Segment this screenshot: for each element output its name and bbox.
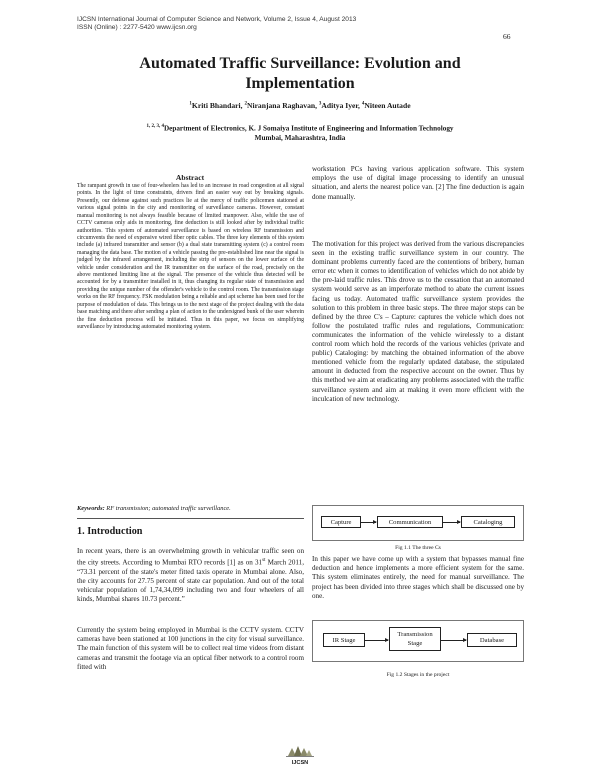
author-name: Niteen Autade xyxy=(364,101,411,110)
figure-2-caption: Fig 1.2 Stages in the project xyxy=(386,672,450,678)
introduction-heading: 1. Introduction xyxy=(77,526,143,537)
arrow-transmission-to-database xyxy=(441,640,466,641)
journal-header-line1: IJCSN International Journal of Computer Science and Network, Volume 2, Issue 4, August 2013 xyxy=(77,16,357,23)
figure-1-diagram xyxy=(312,505,524,541)
author-sup: 2 xyxy=(244,101,247,107)
cataloging-box: Cataloging xyxy=(461,516,515,528)
right-column-para1: workstation PCs having various application software. This system employs the use of digital image processing to identify an unusual situation, and alerts the nearest police van. [2] The fine deduction is again done manually. xyxy=(312,165,524,201)
abstract-heading: Abstract xyxy=(175,173,205,182)
arrow-capture-to-communication xyxy=(361,522,376,523)
transmission-stage-box: Transmission Stage xyxy=(389,627,441,651)
title-line1: Automated Traffic Surveillance: Evolution and xyxy=(139,55,461,72)
title-line2: Implementation xyxy=(245,75,355,92)
author-name: Kriti Bhandari, xyxy=(191,101,243,110)
arrow-communication-to-cataloging xyxy=(443,522,460,523)
author-name: Aditya Iyer, xyxy=(321,101,360,110)
capture-box: Capture xyxy=(321,516,361,528)
affiliation-sup: 1, 2, 3, 4 xyxy=(146,124,164,129)
author-list xyxy=(60,101,540,110)
journal-logo-icon xyxy=(285,744,315,758)
ir-stage-box: IR Stage xyxy=(323,633,365,647)
introduction-para2: Currently the system being employed in Mumbai is the CCTV system. CCTV cameras have been stationed at 100 junctions in the city for visual surveillance. The main function of this system will be to collect real time videos from distant cameras and transmit the footage via an optical fiber network to a control room fitted with xyxy=(77,626,304,671)
right-column-para3: In this paper we have come up with a system that bypasses manual fine deduction and hence implements a more efficient system for the same. This system eliminates entirely, the need for manual surveillance. The project has been divided into three stages which shall be discussed one by one. xyxy=(312,555,524,600)
para1-text-b: March 2011, “73.31 percent of the state's meter fitted taxis operate in Mumbai alone. Also, the city accounts for 27.75 percent of state car population. And out of the total vehicular population of 1,74,34,099 including two and four wheelers of all kinds, Mumbai shares 10.73 percent.” xyxy=(77,558,304,604)
figure-2-diagram xyxy=(312,620,524,662)
figure-1-caption: Fig 1.1 The three Cs xyxy=(395,545,441,551)
keywords-text: RF transmission; automated traffic surveillance. xyxy=(104,505,231,512)
page-number: 66 xyxy=(503,32,511,41)
keywords-label: Keywords: xyxy=(77,505,105,512)
affiliation-line2: Mumbai, Maharashtra, India xyxy=(254,134,346,143)
abstract-text: The rampant growth in use of four-wheelers has led to an increase in road congestion at all signal points. In the light of time constraints, drivers find an easier way out by breaking signals. Presently, our defense against such practices lie at the mercy of traffic policemen stationed at various signal points in the city and monitoring of surveillance cameras. However, constant manual monitoring is not always feasible because of limited manpower. Also, while the use of CCTV cameras only aids in monitoring, fine deduction is still looked after by individual traffic authorities. This system of automated surveillance is based on wireless RF transmission and circumvents the need of expensive wired fiber optic cables. The three key elements of this system include (a) infrared transmitter and sensor (b) a dual state transmitting system (c) a control room managing the data base. The motion of a vehicle passing the pre-established line near the signal is judged by the infrared arrangement, including the strip of sensors on the lower surface of the vehicle under consideration and the IR transmitter on the surface of the road, precisely on the above mentioned limiting line at the signal. The presence of the vehicle thus detected will be accounted for by a transmitter installed in it, thus changing its regular state of transmission and providing the unique number of the offender's vehicle to the control room. The transmission stage works on the RF frequency. FSK modulation being a reliable and apt scheme has been used for the purpose of modulation of data. This brings us to the next stage of the project dealing with the data base matching and there after sending a plan of action to the undersigned bunk of the user wherein the fine deduction process will be initiated. Thus in this paper, we focus on simplifying surveillance by introducing automated monitoring system. xyxy=(77,183,305,331)
author-name: Niranjana Raghavan, xyxy=(246,101,318,110)
journal-header-line2: ISSN (Online) : 2277-5420 www.ijcsn.org xyxy=(77,24,197,31)
arrow-ir-to-transmission xyxy=(365,640,388,641)
author-sup: 1 xyxy=(189,101,192,107)
author-sup: 4 xyxy=(361,101,365,107)
right-column-para2: The motivation for this project was derived from the various discrepancies seen in the existing traffic surveillance system in our country. The dominant problems currently faced are the contentions of bribery, human error etc when it comes to identification of vehicles which do not abide by the pre-laid traffic rules. This drove us to the cessation that an automated system would serve as an imperforate method to abate the current issues facing us today. Automated traffic surveillance system provides the solution to this problem in three basic steps. The three major steps can be defined by the three C's – Capture: captures the vehicle which does not follow the postulated traffic rules and regulations, Communication: communicates the information of the vehicle wirelessly to a distant control room which hold the records of the various vehicles (private and public) Cataloging: by matching the obtained information of the above mentioned vehicle from the regularly updated database, the stipulated amount in deducted from the respective account on the owner. Thus by this method we aim at eradicating any problems associated with the traffic surveillance system and aim at making it even more efficient with the inculcation of new technology. xyxy=(312,240,524,403)
paper-title xyxy=(60,54,540,94)
author-sup: 3 xyxy=(318,101,322,107)
para1-sup: st xyxy=(262,558,266,564)
communication-box: Communication xyxy=(377,516,443,528)
keywords xyxy=(77,505,304,512)
database-box: Database xyxy=(467,633,517,647)
introduction-para1 xyxy=(77,547,304,605)
section-divider xyxy=(77,518,304,519)
affiliation-line1: Department of Electronics, K. J Somaiya Institute of Engineering and Information Technology xyxy=(163,124,454,133)
para1-text-a: In recent years, there is an overwhelming growth in vehicular traffic seen on the city streets. According to Mumbai RTO records [1] as on 31 xyxy=(77,547,304,567)
journal-footer-text: IJCSN xyxy=(291,760,309,766)
affiliation xyxy=(80,122,520,143)
